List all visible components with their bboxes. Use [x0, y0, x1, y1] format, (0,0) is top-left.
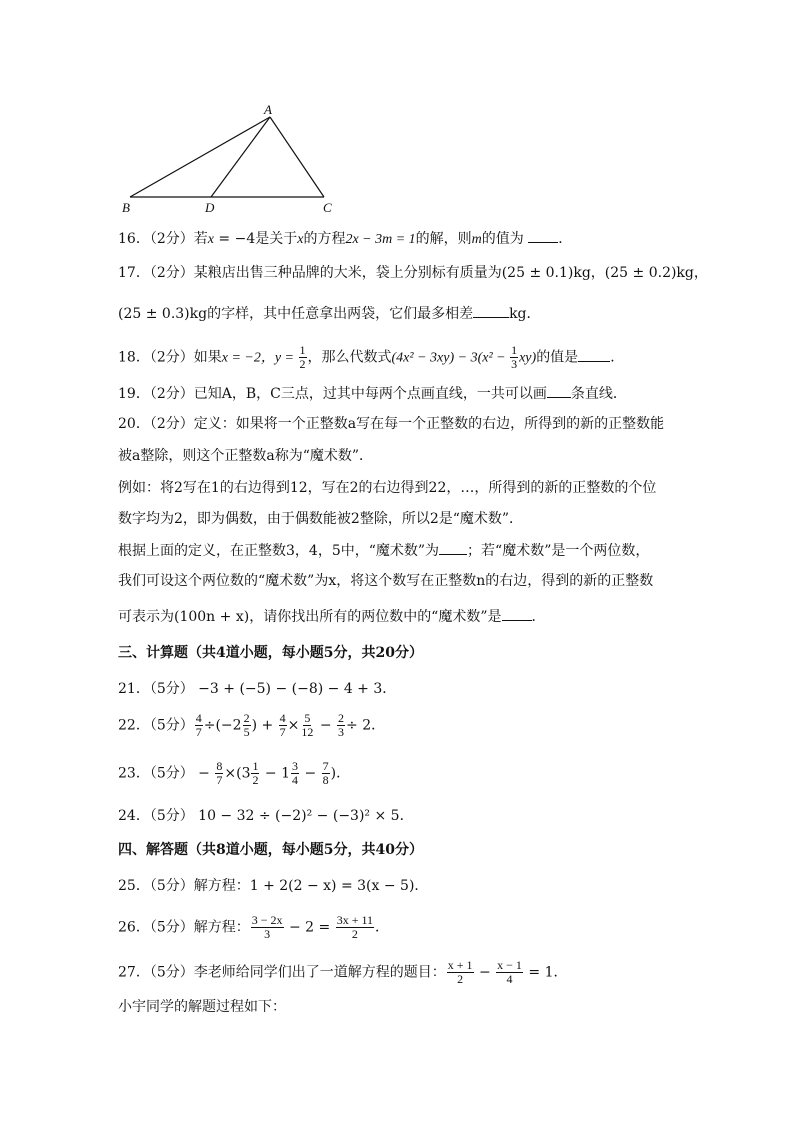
- question-22: 22．（5分） $\frac{4}{7}$ ÷(−2 $\frac{2}{5}$ ) + $\frac{4}{7}$ × $\frac{5}{12}$ − $\frac{2}{3}$ ÷ 2．: [118, 711, 386, 739]
- answer-blank[interactable]: [547, 383, 571, 398]
- question-20-line1: 20．（2分）定义：如果将一个正整数a写在每一个正整数的右边，所得到的新的正整数能: [118, 416, 665, 432]
- triangle-figure: [110, 100, 360, 220]
- question-20-line2: 被a整除，则这个正整数a称为“魔术数”．: [118, 448, 374, 464]
- question-20-line5: 根据上面的定义，在正整数3，4，5中，“魔术数”为 ；若“魔术数”是一个两位数，: [118, 540, 649, 561]
- question-18: 18．（2分）如果x = −2，y = $\frac{1}{2}$ ，那么代数式(4x² − 3xy) − 3(x² − $\frac{1}{3}$ xy)的值是 ．: [118, 343, 625, 371]
- answer-blank[interactable]: [502, 606, 532, 621]
- label-b: B: [122, 200, 130, 215]
- answer-blank[interactable]: [528, 228, 558, 243]
- question-25: 25．（5分）解方程：1 + 2(2 − x) = 3(x − 5)．: [118, 878, 429, 894]
- question-23: 23．（5分） − $\frac{8}{7}$ ×(3 $\frac{1}{2}$ − 1 $\frac{3}{4}$ − $\frac{7}{8}$ )．: [118, 759, 351, 787]
- question-21: 21．（5分） −3 + (−5) − (−8) − 4 + 3．: [118, 681, 397, 697]
- section-3-heading: 三、计算题（共4道小题，每小题5分，共20分）: [118, 645, 423, 661]
- side-ab: [130, 117, 270, 197]
- segment-ad: [211, 117, 270, 197]
- closing-line: 小宇同学的解题过程如下：: [118, 999, 286, 1015]
- question-20-line4: 数字均为2，即为偶数，由于偶数能被2整除，所以2是“魔术数”．: [118, 511, 524, 527]
- answer-blank[interactable]: [473, 303, 509, 318]
- question-24: 24．（5分） 10 − 32 ÷ (−2)² − (−3)² × 5．: [118, 808, 414, 824]
- question-20-line6: 我们可设这个两位数的“魔术数”为x，将这个数写在正整数n的右边，得到的新的正整数: [118, 573, 654, 589]
- question-19: 19．（2分）已知A，B，C三点，过其中每两个点画直线，一共可以画 条直线．: [118, 383, 627, 404]
- question-16: 16．（2分）若x = −4是关于x的方程2x − 3m = 1的解，则m的值为 ．: [118, 228, 572, 250]
- question-20-line7: 可表示为(100n + x)，请你找出所有的两位数中的“魔术数”是 ．: [118, 606, 546, 627]
- question-17-line2: (25 ± 0.3)kg的字样，其中任意拿出两袋，它们最多相差 kg．: [118, 303, 541, 324]
- question-26: 26．（5分）解方程： $\frac{3 - 2x}{3}$ − 2 = $\frac{3x + 11}{2}$ ．: [118, 913, 390, 941]
- question-20-line3: 例如：将2写在1的右边得到12，写在2的右边得到22，…，所得到的新的正整数的个位: [118, 480, 657, 496]
- question-27: 27．（5分）李老师给同学们出了一道解方程的题目： $\frac{x + 1}{2}$ − $\frac{x - 1}{4}$ = 1．: [118, 958, 568, 986]
- section-4-heading: 四、解答题（共8道小题，每小题5分，共40分）: [118, 842, 423, 858]
- answer-blank[interactable]: [439, 540, 467, 555]
- question-17-line1: 17．（2分）某粮店出售三种品牌的大米，袋上分别标有质量为(25 ± 0.1)kg，(25 ± 0.2)kg，: [118, 265, 708, 281]
- label-d: D: [205, 200, 215, 215]
- answer-blank[interactable]: [578, 347, 610, 362]
- label-c: C: [323, 200, 332, 215]
- side-ac: [270, 117, 324, 197]
- label-a: A: [264, 102, 272, 117]
